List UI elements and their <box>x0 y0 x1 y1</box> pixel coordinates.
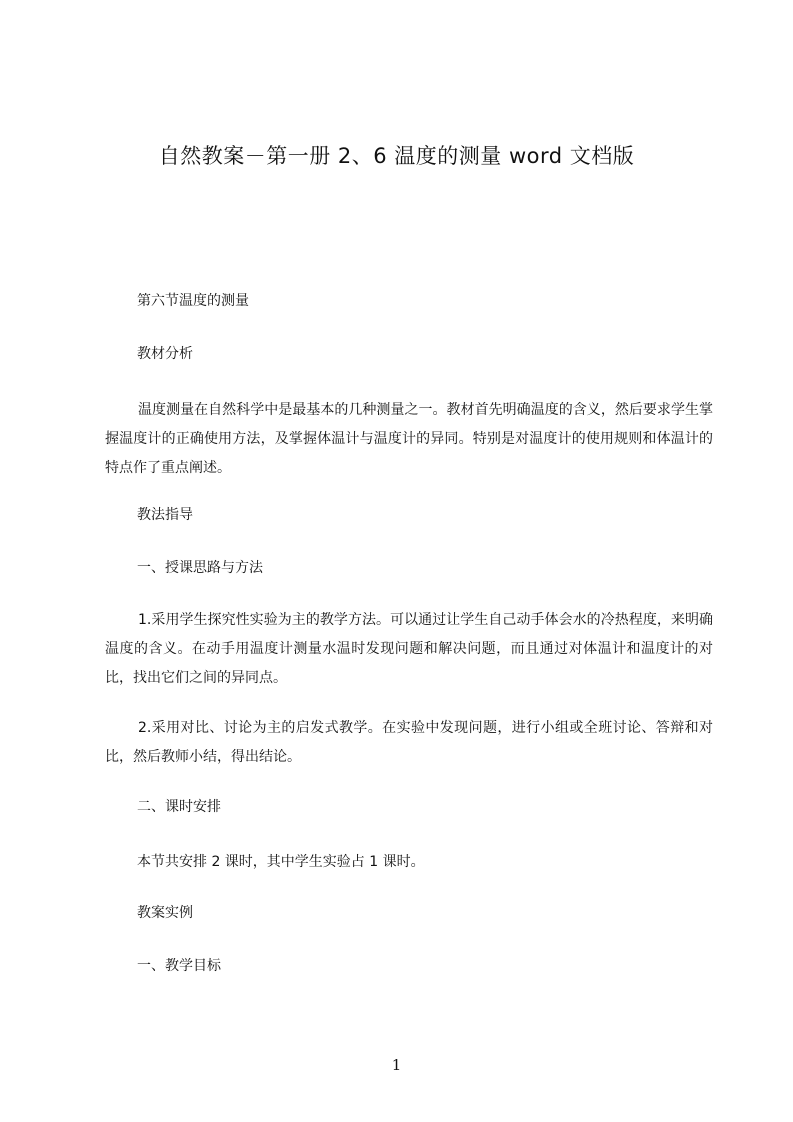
example-heading: 教案实例 <box>137 905 193 921</box>
idea-heading: 一、授课思路与方法 <box>137 560 263 576</box>
goal-heading: 一、教学目标 <box>137 958 221 974</box>
document-title: 自然教案－第一册 2、6 温度的测量 word 文档版 <box>158 144 635 168</box>
method-heading: 教法指导 <box>137 507 193 523</box>
method-paragraph-1: 1.采用学生探究性实验为主的教学方法。可以通过让学生自己动手体会水的冷热程度，来明确温度的含义。在动手用温度计测量水温时发现问题和解决问题，而且通过对体温计和温度计的对比，找出它们之间的异同点。 <box>105 612 713 686</box>
analysis-paragraph: 温度测量在自然科学中是最基本的几种测量之一。教材首先明确温度的含义，然后要求学生掌握温度计的正确使用方法，及掌握体温计与温度计的异同。特别是对温度计的使用规则和体温计的特点作了重点阐述。 <box>105 402 713 476</box>
method-paragraph-2: 2.采用对比、讨论为主的启发式教学。在实验中发现问题，进行小组或全班讨论、答辩和对比，然后教师小结，得出结论。 <box>105 720 713 765</box>
schedule-text: 本节共安排 2 课时，其中学生实验占 1 课时。 <box>137 854 425 870</box>
schedule-heading: 二、课时安排 <box>137 799 221 815</box>
page-number: 1 <box>391 1056 402 1074</box>
section-heading: 第六节温度的测量 <box>137 293 249 309</box>
analysis-heading: 教材分析 <box>137 346 193 362</box>
